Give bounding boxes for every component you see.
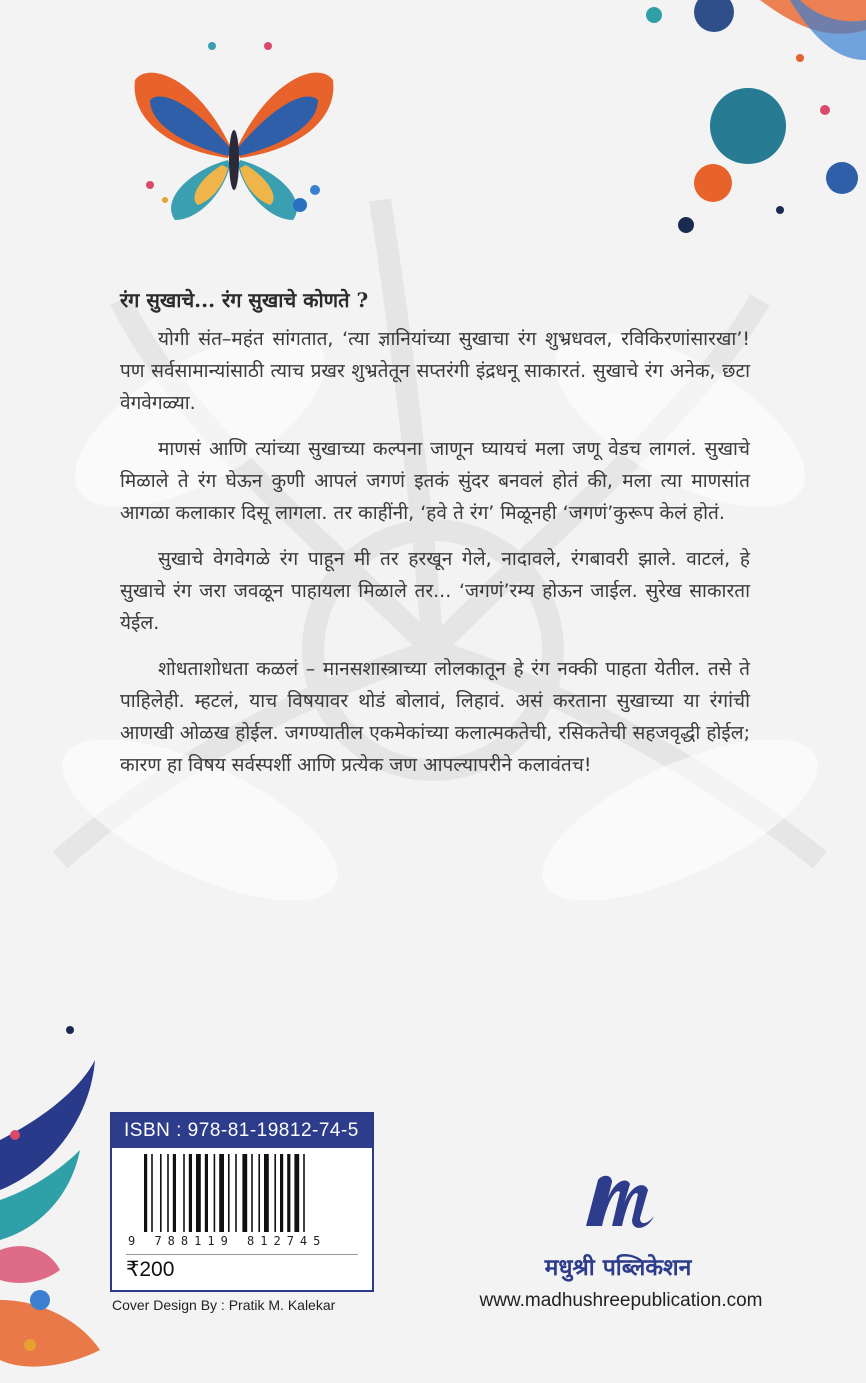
paint-splash-decoration <box>0 1026 100 1367</box>
blurb-paragraph: योगी संत–महंत सांगतात, ‘त्या ज्ञानियांच्या सुखाचा रंग शुभ्रधवल, रविकिरणांसारखा’! पण सर्वसामान्यांसाठी त्याच प्रखर शुभ्रतेतून सप्तरंगी इंद्रधनू साकारतं. सुखाचे रंग अनेक, छटा वेगवेगळ्या. <box>120 328 750 414</box>
publisher-name: मधुश्री पब्लिकेशन <box>544 1255 692 1281</box>
cover-design-credit: Cover Design By : Pratik M. Kalekar <box>112 1297 336 1313</box>
barcode-bar <box>151 1154 153 1232</box>
barcode-digits: 9 788119 812745 <box>128 1234 327 1248</box>
barcode-bar <box>235 1154 237 1232</box>
blurb-paragraph: सुखाचे वेगवेगळे रंग पाहून मी तर हरखून गेले, नादावले, रंगबावरी झाले. वाटलं, हे सुखाचे रंग जरा जवळून पाहायला मिळाले तर... ‘जगणं’रम्य होऊन जाईल. सुरेख साकारता येईल. <box>120 548 750 634</box>
barcode-bar <box>287 1154 290 1232</box>
barcode-bar <box>189 1154 192 1232</box>
barcode-bar <box>258 1154 260 1232</box>
barcode-bar <box>303 1154 305 1232</box>
barcode-bar <box>205 1154 208 1232</box>
isbn-box <box>110 1112 374 1292</box>
barcode-bar <box>274 1154 276 1232</box>
barcode-bar <box>214 1154 216 1232</box>
barcode-bar <box>242 1154 247 1232</box>
barcode-bar <box>264 1154 269 1232</box>
blurb-heading: रंग सुखाचे... रंग सुखाचे कोणते ? <box>120 288 369 312</box>
barcode-bar <box>228 1154 230 1232</box>
blurb-paragraph: शोधताशोधता कळलं – मानसशास्त्राच्या लोलकातून हे रंग नक्की पाहता येतील. तसे ते पाहिलेही. म्हटलं, याच विषयावर थोडं बोलावं, लिहावं. असं करताना सुखाच्या या रंगांची आणखी ओळख होईल. जगण्यातील एकमेकांच्या कलात्मकतेची, रसिकतेची सहजवृद्धी होईल; कारण हा विषय सर्वस्पर्शी आणि प्रत्येक जण आपल्यापरीने कलावंतच! <box>120 658 750 776</box>
barcode-bar <box>294 1154 299 1232</box>
barcode-bar <box>196 1154 201 1232</box>
barcode-bar <box>160 1154 162 1232</box>
blurb-paragraph: माणसं आणि त्यांच्या सुखाच्या कल्पना जाणून घ्यायचं मला जणू वेडच लागलं. सुखाचे मिळाले ते रंग घेऊन कुणी आपलं जगणं इतकं सुंदर बनवलं होतं की, मला त्या माणसांत आगळा कलाकार दिसू लागला. तर काहींनी, ‘हवे ते रंग’ मिळूनही ‘जगणं’कुरूप केलं होतं. <box>120 438 750 524</box>
barcode-bar <box>167 1154 169 1232</box>
barcode-bar <box>251 1154 253 1232</box>
publisher-website: www.madhushreepublication.com <box>479 1290 763 1311</box>
barcode-bar <box>280 1154 283 1232</box>
barcode-bar <box>183 1154 185 1232</box>
publisher-logo-icon <box>582 1170 658 1230</box>
back-cover-blurb <box>120 286 750 795</box>
price-label: ₹200 <box>126 1254 358 1282</box>
barcode-bar <box>144 1154 147 1232</box>
barcode-bar <box>219 1154 224 1232</box>
color-orbs-decoration <box>646 0 866 233</box>
barcode-icon <box>140 1154 360 1232</box>
isbn-label: ISBN : 978-81-19812-74-5 <box>112 1114 372 1148</box>
butterfly-illustration <box>135 42 334 220</box>
barcode-bar <box>173 1154 176 1232</box>
